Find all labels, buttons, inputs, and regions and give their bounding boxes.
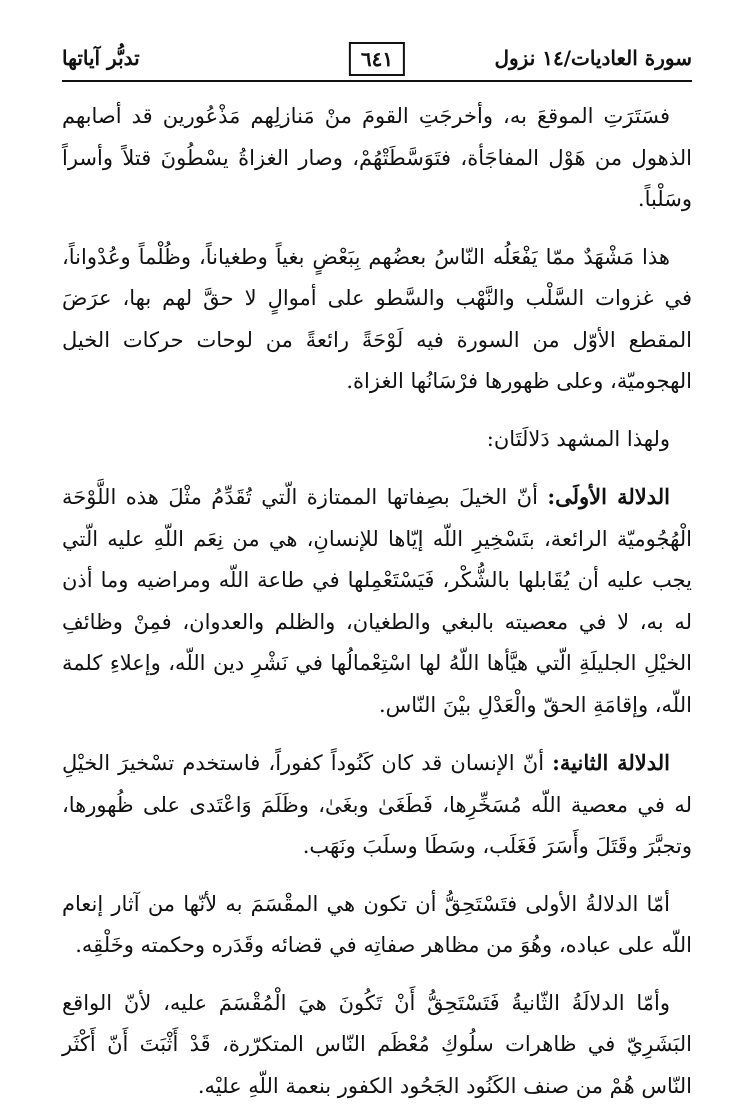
- paragraph: [62, 96, 692, 221]
- paragraph-text: أنّ الإنسان قد كان كَنُوداً كفوراً، فاستخدم تسْخيرَ الخيْلِ له في معصية اللّه مُسَخِّرِها، فَطَغَىٰ وبغَىٰ، وظَلَمَ وَاعْتَدى على ظُهورها، وتجبَّرَ وقَتَلَ وأَسَرَ فَغَلَب، وسَطَا وسلَبَ ونَهَب.: [62, 751, 692, 858]
- paragraph: [62, 983, 692, 1107]
- paragraph-label: الدلالة الثانية:: [552, 750, 670, 775]
- paragraph-text: أنّ الخيلَ بصِفاتها الممتازة الّتي تُقَدِّمُ مثْلَ هذه اللَّوْحَة الْهُجُوميّة الرائعة، بتَسْخِيرِ اللّه إيّاها للإنسانِ، هي من نِعَم اللّهِ عليه الّتي يجب عليه أن يُقَابلها بالشُّكْر، فَيَسْتَعْمِلها في طاعة اللّه ومراضيه وما أذن له به، لا في معصيته بالبغي والطغيان، والظلم والعدوان، فمِنْ وظائفِ الخيْلِ الجليلَةِ الّتي هيَّأها اللّهُ لها اسْتِعْمالُها في نَشْرِ دين اللّه، وإعلاءِ كلمة اللّه، وإقامَةِ الحقّ والْعَدْلِ بيْنَ النّاس.: [62, 485, 692, 717]
- header-rule: [62, 80, 692, 82]
- paragraph-text: ولهذا المشهد دَلالَتَان:: [487, 427, 670, 451]
- chapter-title: سورة العاديات/١٤ نزول: [494, 46, 692, 70]
- paragraph-text: فسَتَرَتِ الموقعَ به، وأخرجَتِ القومَ منْ مَنازلِهم مَذْعُورين قد أصابهم الذهول من هَوْل المفاجَأة، فتَوَسَّطَتْهُمْ، وصار الغزاةُ يسْطُونَ قتلاً وأسراً وسَلْباً.: [62, 104, 692, 211]
- paragraph-label: الدلالة الأولَى:: [547, 484, 670, 509]
- paragraph: [62, 742, 692, 868]
- running-header: [62, 40, 692, 80]
- book-title: تدبُّر آياتها: [62, 46, 140, 70]
- paragraph: [62, 419, 692, 461]
- paragraph-text: هذا مَشْهَدٌ ممّا يَفْعَلُه النّاسُ بعضُهم بِبَعْضٍ بغياً وطغياناً، وظُلْماً وعُدْواناً، في غزوات السَّلْب والنَّهْب والسَّطو على أموالٍ لا حقَّ لهم بها، عرَضَ المقطع الأوّل من السورة فيه لَوْحَةً رائعةً من لوحات حركات الخيل الهجوميّة، وعلى ظهورها فرْسَانُها الغزاة.: [62, 245, 692, 394]
- paragraph: [62, 884, 692, 967]
- paragraph-text: وأمّا الدلالَةُ الثّانيةُ فَتَسْتَحِقُّ أَنْ تَكُونَ هيَ الْمُقْسَمَ عليه، لأنّ الواقع البَشَرِيّ في ظاهرات سلُوكِ مُعْظَم النّاس المتكرّرة، قَدْ أَثْبَتَ أَنّ أَكْثَر النّاس هُمْ من صنف الكَنُود الجَحُود الكفور بنعمة اللّهِ عليْه.: [62, 991, 692, 1098]
- page-number: ٦٤١: [349, 42, 405, 76]
- paragraph: [62, 237, 692, 403]
- body-text: [62, 96, 692, 1107]
- paragraph-text: أمّا الدلالةُ الأولى فتَسْتَحِقُّ أن تكون هي المقْسَمَ به لأنّها من آثار إنعام اللّه على عباده، وهُوَ من مظاهر صفاتِه في قضائه وقَدَره وحكمته وخَلْقِه.: [62, 892, 692, 958]
- paragraph: [62, 476, 692, 726]
